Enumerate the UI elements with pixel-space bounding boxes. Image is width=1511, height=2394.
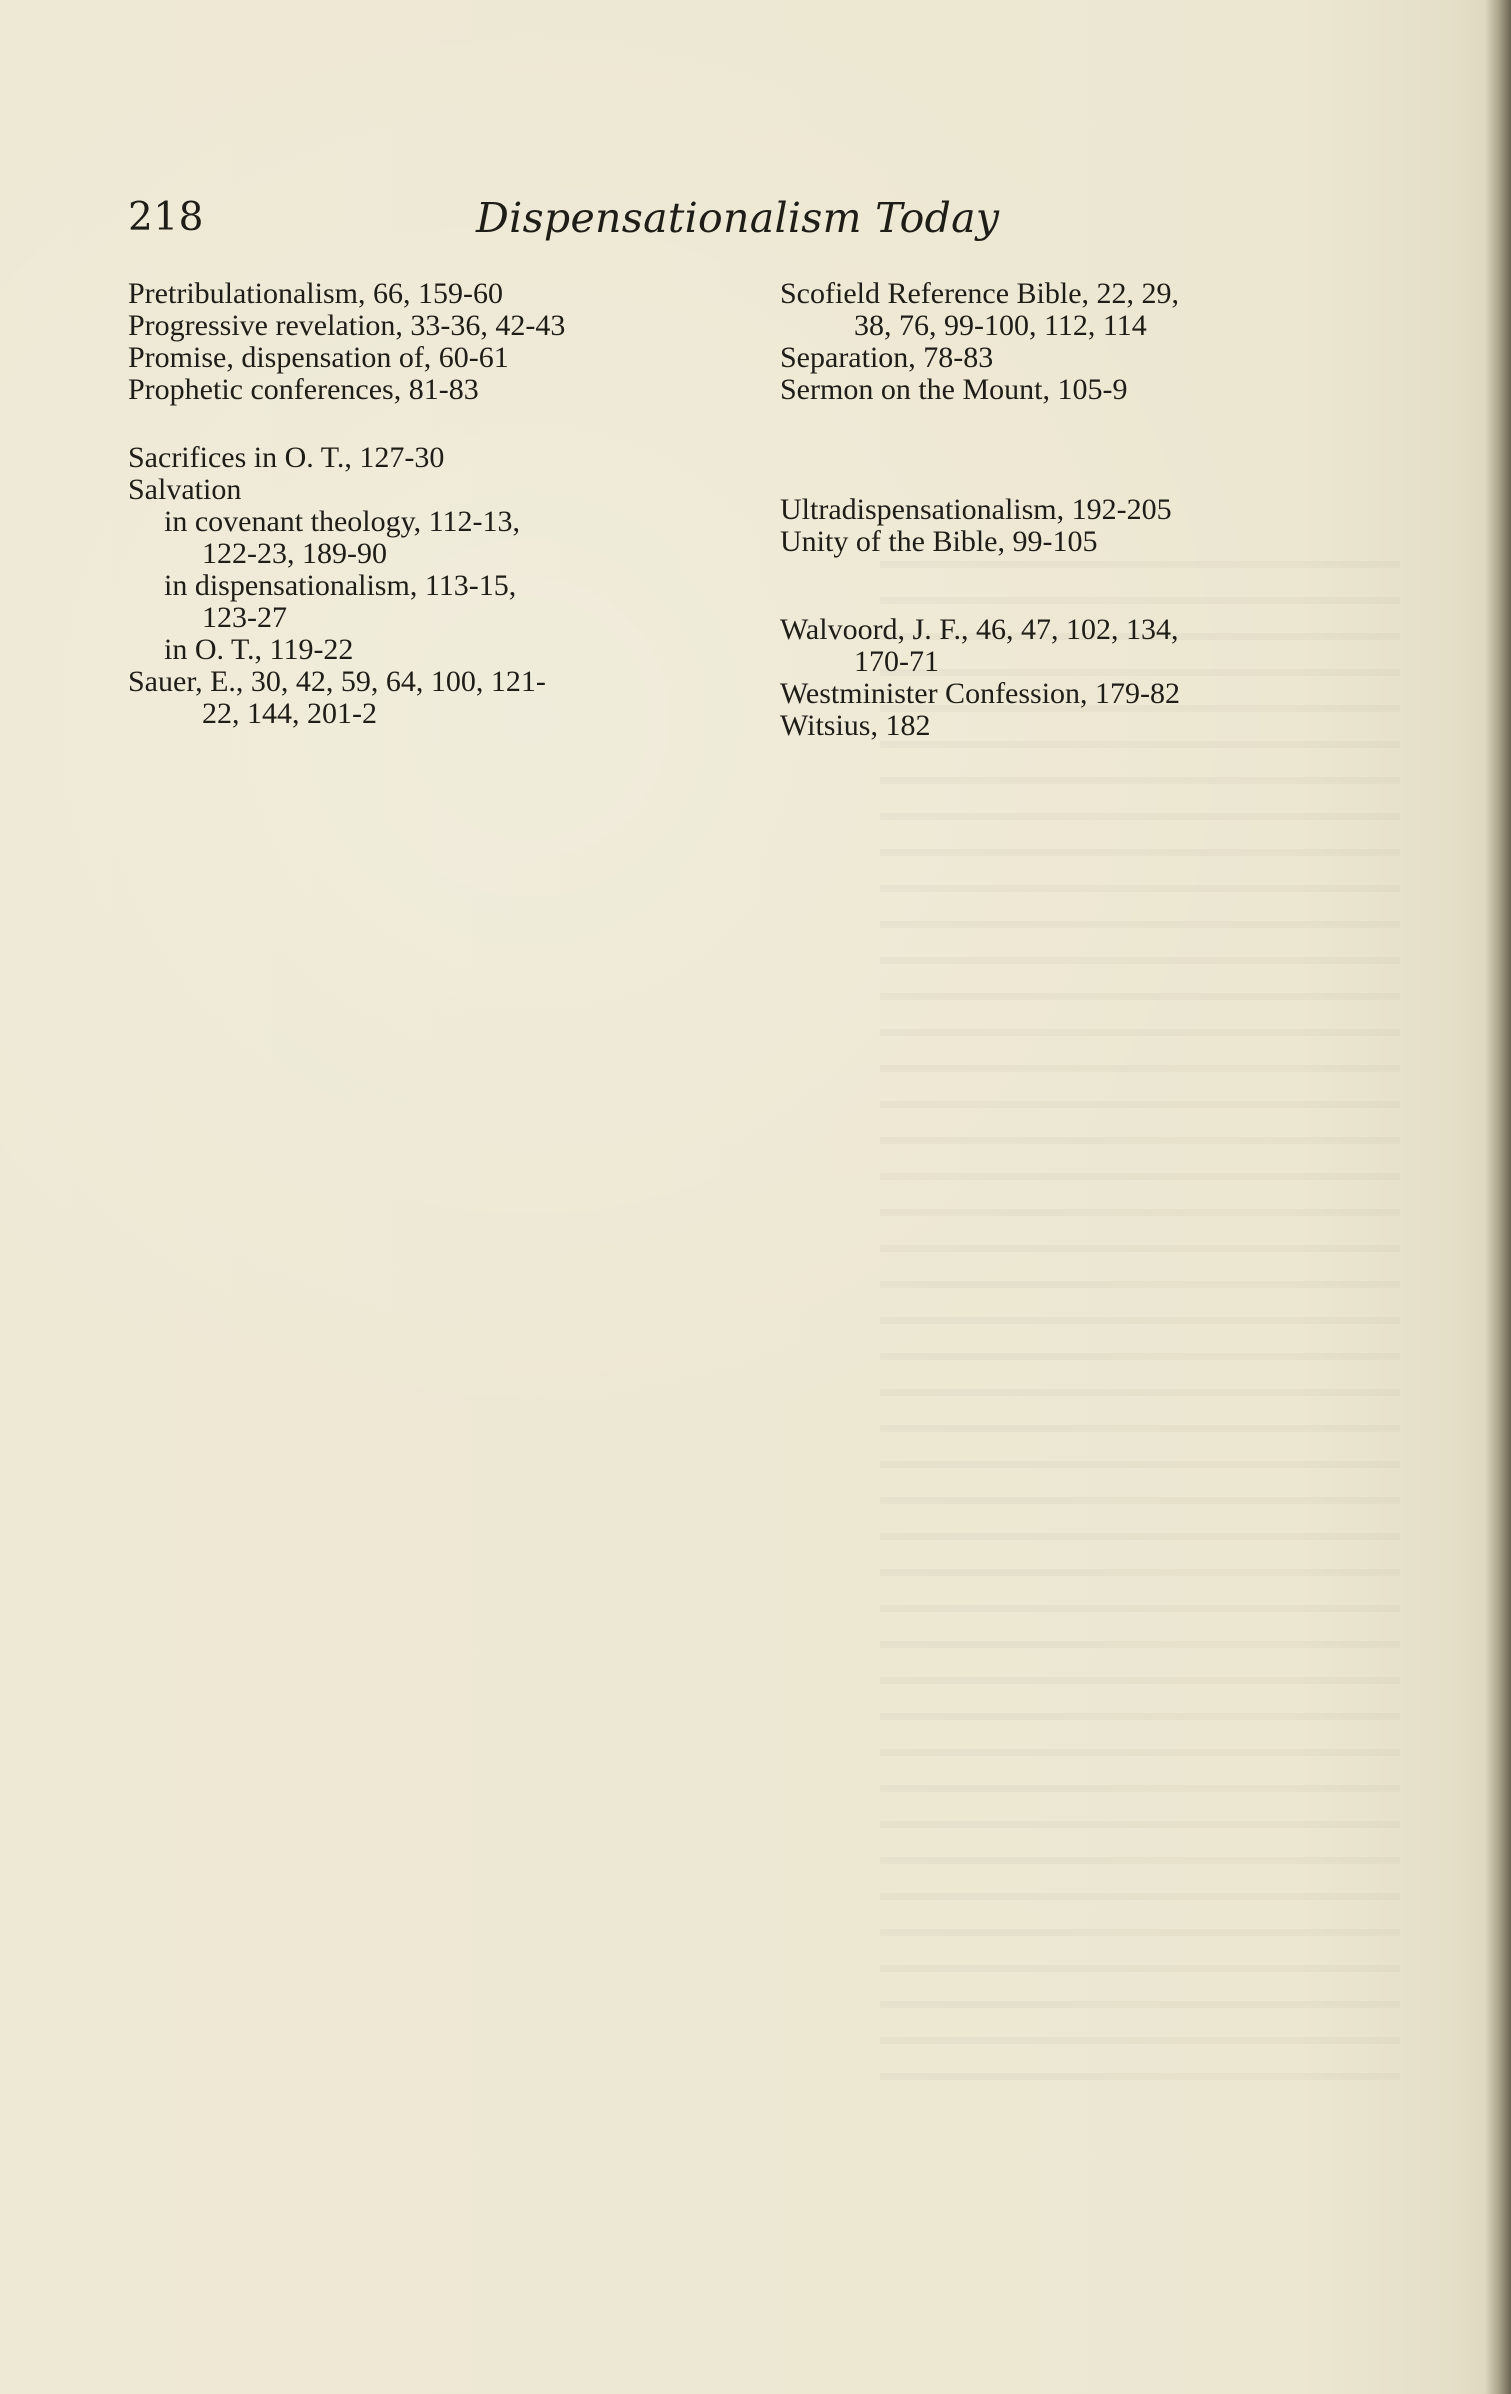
index-entry: Progressive revelation, 33-36, 42-43 xyxy=(128,309,566,342)
index-subentry: in dispensationalism, 113-15, xyxy=(164,569,517,602)
index-subentry: in covenant theology, 112-13, xyxy=(164,505,521,538)
index-entry: Pretribulationalism, 66, 159-60 xyxy=(128,277,503,310)
index-entry: Sacrifices in O. T., 127-30 xyxy=(128,441,445,474)
index-continuation: 170-71 xyxy=(854,645,939,678)
index-continuation: 122-23, 189-90 xyxy=(202,537,387,570)
running-title: Dispensationalism Today xyxy=(476,194,1000,242)
index-entry: Ultradispensationalism, 192-205 xyxy=(780,493,1172,526)
page-edge-shadow xyxy=(1485,0,1511,2394)
index-entry: Separation, 78-83 xyxy=(780,341,994,374)
index-entry: Promise, dispensation of, 60-61 xyxy=(128,341,509,374)
index-subentry: in O. T., 119-22 xyxy=(164,633,354,666)
index-column-left xyxy=(128,278,688,730)
index-entry: Scofield Reference Bible, 22, 29, xyxy=(780,277,1180,310)
index-column-right xyxy=(780,278,1340,742)
page-header xyxy=(128,190,1008,246)
index-entry: Sermon on the Mount, 105-9 xyxy=(780,373,1128,406)
index-entry: Salvation xyxy=(128,473,242,506)
index-continuation: 123-27 xyxy=(202,601,287,634)
index-entry: Sauer, E., 30, 42, 59, 64, 100, 121- xyxy=(128,665,546,698)
index-continuation: 38, 76, 99-100, 112, 114 xyxy=(854,309,1147,342)
index-entry: Witsius, 182 xyxy=(780,709,931,742)
index-entry: Unity of the Bible, 99-105 xyxy=(780,525,1098,558)
index-continuation: 22, 144, 201-2 xyxy=(202,697,377,730)
page-number: 218 xyxy=(128,195,204,240)
index-entry: Walvoord, J. F., 46, 47, 102, 134, xyxy=(780,613,1179,646)
show-through-text xyxy=(880,560,1400,2080)
index-entry: Westminister Confession, 179-82 xyxy=(780,677,1181,710)
index-entry: Prophetic conferences, 81-83 xyxy=(128,373,479,406)
